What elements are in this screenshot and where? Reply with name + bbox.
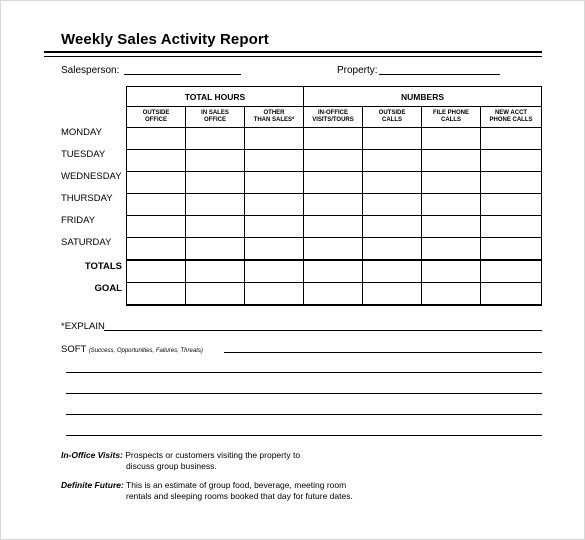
table-cell[interactable] bbox=[422, 260, 481, 283]
salesperson-field[interactable] bbox=[124, 74, 241, 75]
row-label-goal: GOAL bbox=[94, 283, 122, 294]
table-row-thursday bbox=[127, 194, 542, 216]
soft-line[interactable] bbox=[66, 414, 542, 415]
table-row-saturday bbox=[127, 238, 542, 261]
table-cell[interactable] bbox=[304, 238, 363, 261]
note-term: In-Office Visits: bbox=[61, 450, 123, 460]
row-label-tuesday: TUESDAY bbox=[61, 149, 106, 160]
table-cell[interactable] bbox=[481, 283, 542, 306]
property-field[interactable] bbox=[379, 74, 500, 75]
table-cell[interactable] bbox=[186, 150, 245, 172]
table-cell[interactable] bbox=[304, 283, 363, 306]
total-hours-header: TOTAL HOURS bbox=[127, 87, 304, 107]
table-cell[interactable] bbox=[363, 150, 422, 172]
note-text: This is an estimate of group food, beverage, meeting room bbox=[126, 480, 347, 490]
table-cell[interactable] bbox=[481, 238, 542, 261]
table-cell[interactable] bbox=[245, 260, 304, 283]
row-label-saturday: SATURDAY bbox=[61, 237, 112, 248]
explain-label: *EXPLAIN bbox=[61, 321, 105, 332]
column-header: IN-OFFICE VISITS/TOURS bbox=[304, 107, 363, 128]
table-cell[interactable] bbox=[245, 238, 304, 261]
table-cell[interactable] bbox=[127, 172, 186, 194]
table-cell[interactable] bbox=[245, 283, 304, 306]
table-cell[interactable] bbox=[186, 238, 245, 261]
table-cell[interactable] bbox=[481, 128, 542, 150]
table-cell[interactable] bbox=[245, 172, 304, 194]
title-rule-thick bbox=[44, 51, 542, 53]
table-cell[interactable] bbox=[186, 172, 245, 194]
soft-line[interactable] bbox=[66, 372, 542, 373]
table-row-monday bbox=[127, 128, 542, 150]
table-cell[interactable] bbox=[186, 194, 245, 216]
title-rule-thin bbox=[44, 56, 542, 57]
note-in-office-visits bbox=[61, 450, 391, 472]
table-cell[interactable] bbox=[422, 238, 481, 261]
table-cell[interactable] bbox=[186, 216, 245, 238]
table-cell[interactable] bbox=[245, 128, 304, 150]
note-definite-future bbox=[61, 480, 391, 502]
note-text: discuss group business. bbox=[126, 461, 217, 471]
soft-note: (Success, Opportunities, Failures, Threats) bbox=[88, 348, 203, 354]
table-cell[interactable] bbox=[304, 150, 363, 172]
table-cell[interactable] bbox=[363, 128, 422, 150]
table-cell[interactable] bbox=[186, 283, 245, 306]
table-cell[interactable] bbox=[304, 172, 363, 194]
row-label-totals: TOTALS bbox=[84, 261, 122, 272]
salesperson-label: Salesperson: bbox=[61, 65, 120, 76]
table-cell[interactable] bbox=[363, 216, 422, 238]
table-cell[interactable] bbox=[186, 260, 245, 283]
table-cell[interactable] bbox=[363, 260, 422, 283]
table-row-friday bbox=[127, 216, 542, 238]
table-cell[interactable] bbox=[304, 194, 363, 216]
column-header: OUTSIDE CALLS bbox=[363, 107, 422, 128]
note-text: rentals and sleeping rooms booked that day for future dates. bbox=[126, 491, 353, 501]
column-header: NEW ACCT PHONE CALLS bbox=[481, 107, 542, 128]
table-cell[interactable] bbox=[304, 216, 363, 238]
table-cell[interactable] bbox=[127, 216, 186, 238]
table-cell[interactable] bbox=[127, 260, 186, 283]
soft-line[interactable] bbox=[66, 393, 542, 394]
column-header: OUTSIDE OFFICE bbox=[127, 107, 186, 128]
table-cell[interactable] bbox=[304, 128, 363, 150]
table-cell[interactable] bbox=[127, 194, 186, 216]
table-cell[interactable] bbox=[245, 150, 304, 172]
table-cell[interactable] bbox=[422, 128, 481, 150]
table-cell[interactable] bbox=[186, 128, 245, 150]
table-cell[interactable] bbox=[481, 260, 542, 283]
soft-line[interactable] bbox=[224, 352, 542, 353]
column-header: FILE PHONE CALLS bbox=[422, 107, 481, 128]
table-cell[interactable] bbox=[127, 150, 186, 172]
numbers-header: NUMBERS bbox=[304, 87, 542, 107]
table-row-tuesday bbox=[127, 150, 542, 172]
table-cell[interactable] bbox=[422, 194, 481, 216]
row-label-wednesday: WEDNESDAY bbox=[61, 171, 122, 182]
table-cell[interactable] bbox=[422, 150, 481, 172]
table-row-totals bbox=[127, 260, 542, 283]
note-term: Definite Future: bbox=[61, 480, 124, 490]
note-text: Prospects or customers visiting the property to bbox=[125, 450, 301, 460]
property-label: Property: bbox=[337, 65, 378, 76]
table-cell[interactable] bbox=[422, 172, 481, 194]
table-cell[interactable] bbox=[481, 194, 542, 216]
table-cell[interactable] bbox=[245, 216, 304, 238]
row-label-monday: MONDAY bbox=[61, 127, 102, 138]
explain-line[interactable] bbox=[104, 330, 542, 331]
table-cell[interactable] bbox=[127, 238, 186, 261]
activity-table bbox=[126, 86, 542, 306]
table-cell[interactable] bbox=[481, 216, 542, 238]
table-cell[interactable] bbox=[127, 283, 186, 306]
soft-line[interactable] bbox=[66, 435, 542, 436]
table-cell[interactable] bbox=[422, 283, 481, 306]
column-header: OTHER THAN SALES* bbox=[245, 107, 304, 128]
row-label-friday: FRIDAY bbox=[61, 215, 96, 226]
table-row-wednesday bbox=[127, 172, 542, 194]
table-cell[interactable] bbox=[304, 260, 363, 283]
table-cell[interactable] bbox=[481, 172, 542, 194]
table-cell[interactable] bbox=[363, 283, 422, 306]
table-cell[interactable] bbox=[422, 216, 481, 238]
soft-label: SOFT (Success, Opportunities, Failures, Threats) bbox=[61, 344, 203, 355]
row-label-thursday: THURSDAY bbox=[61, 193, 113, 204]
table-cell[interactable] bbox=[127, 128, 186, 150]
table-row-goal bbox=[127, 283, 542, 306]
table-cell[interactable] bbox=[363, 172, 422, 194]
table-cell[interactable] bbox=[245, 194, 304, 216]
column-header: IN SALES OFFICE bbox=[186, 107, 245, 128]
table-cell[interactable] bbox=[363, 238, 422, 261]
table-cell[interactable] bbox=[481, 150, 542, 172]
table-cell[interactable] bbox=[363, 194, 422, 216]
report-title: Weekly Sales Activity Report bbox=[61, 31, 269, 48]
